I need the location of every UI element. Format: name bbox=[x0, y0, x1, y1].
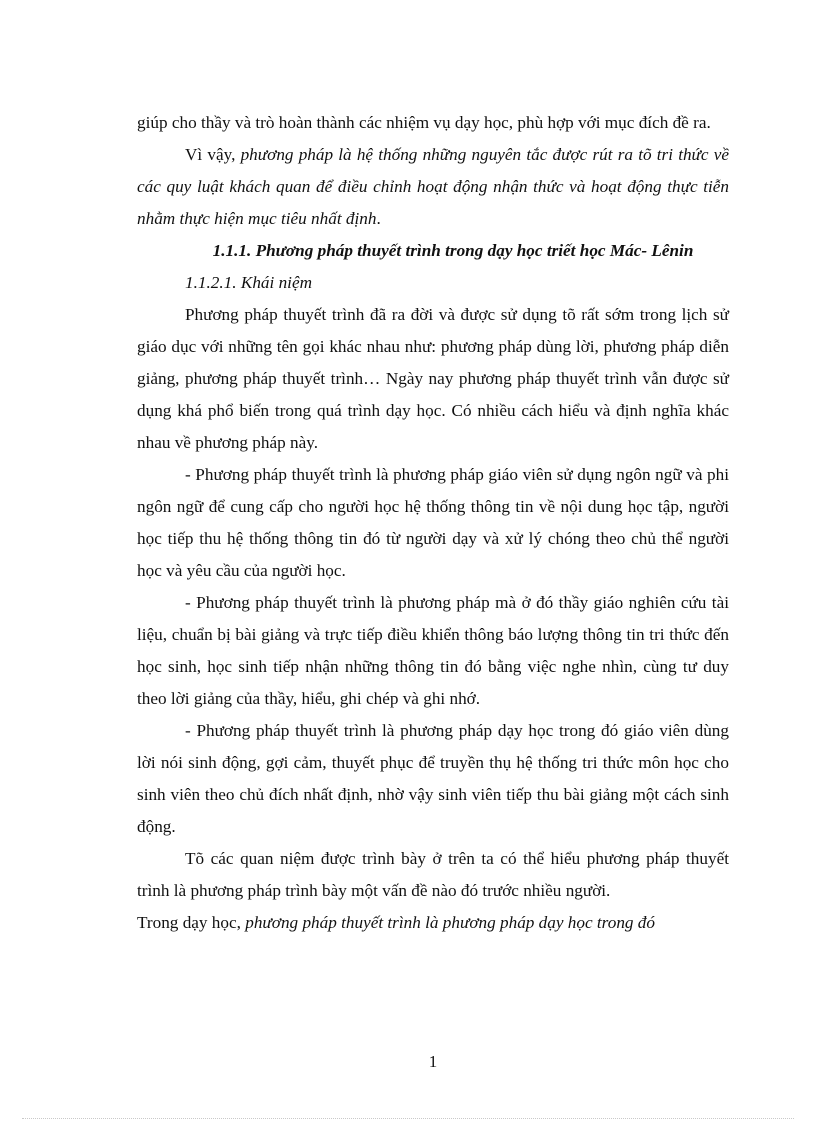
method-definition-lead: Vì vậy, bbox=[185, 145, 241, 164]
paragraph-intro-continued: giúp cho thầy và trò hoàn thành các nhiệm vụ dạy học, phù hợp với mục đích đề ra. bbox=[137, 113, 711, 132]
definition-item-1: - Phương pháp thuyết trình là phương pháp giáo viên sử dụng ngôn ngữ và phi ngôn ngữ để cung cấp cho người học hệ thống thông tin về nội dung học tập, người học tiếp thu hệ thống thông tin đó từ người dạy và xử lý chóng theo chủ thể người học và yêu cầu của người học. bbox=[137, 465, 729, 580]
final-lead: Trong dạy học, bbox=[137, 913, 246, 932]
method-definition-end: . bbox=[376, 209, 381, 228]
paragraph-method-definition bbox=[137, 139, 729, 235]
paragraph-concept: Phương pháp thuyết trình đã ra đời và được sử dụng tõ rất sớm trong lịch sử giáo dục với những tên gọi khác nhau như: phương pháp dùng lời, phương pháp diễn giảng, phương pháp thuyết trình… Ngày nay phương pháp thuyết trình vẫn được sử dụng khá phổ biến trong quá trình dạy học. Có nhiều cách hiểu và định nghĩa khác nhau về phương pháp này. bbox=[137, 305, 729, 452]
method-definition-italic: phương pháp là hệ thống những nguyên tắc được rút ra tõ tri thức về các quy luật khách quan để điều chỉnh hoạt động nhận thức và hoạt động thực tiễn nhằm thực hiện mục tiêu nhất định bbox=[137, 145, 730, 228]
subsection-heading-1-1-2-1: 1.1.2.1. Khái niệm bbox=[185, 273, 312, 292]
page-bottom-divider bbox=[22, 1118, 794, 1119]
page-number: 1 bbox=[428, 1052, 438, 1071]
definition-item-3: - Phương pháp thuyết trình là phương pháp dạy học trong đó giáo viên dùng lời nói sinh động, gợi cảm, thuyết phục để truyền thụ hệ thống tri thức môn học cho sinh viên theo chủ đích nhất định, nhờ vậy sinh viên tiếp thu bài giảng một cách sinh động. bbox=[137, 721, 729, 836]
document-body bbox=[137, 107, 729, 939]
definition-item-2: - Phương pháp thuyết trình là phương pháp mà ở đó thầy giáo nghiên cứu tài liệu, chuẩn bị bài giảng và trực tiếp điều khiển thông báo lượng thông tin tri thức đến học sinh, học sinh tiếp nhận những thông tin đó bằng việc nghe nhìn, cùng tư duy theo lời giảng của thầy, hiểu, ghi chép và ghi nhớ. bbox=[137, 593, 729, 708]
paragraph-final bbox=[137, 907, 729, 939]
paragraph-conclusion: Tõ các quan niệm được trình bày ở trên ta có thể hiểu phương pháp thuyết trình là phương pháp trình bày một vấn đề nào đó trước nhiều người. bbox=[137, 849, 729, 900]
section-heading-1-1-1: 1.1.1. Phương pháp thuyết trình trong dạy học triết học Mác- Lênin bbox=[212, 241, 694, 260]
final-italic: phương pháp thuyết trình là phương pháp dạy học trong đó bbox=[245, 913, 655, 932]
